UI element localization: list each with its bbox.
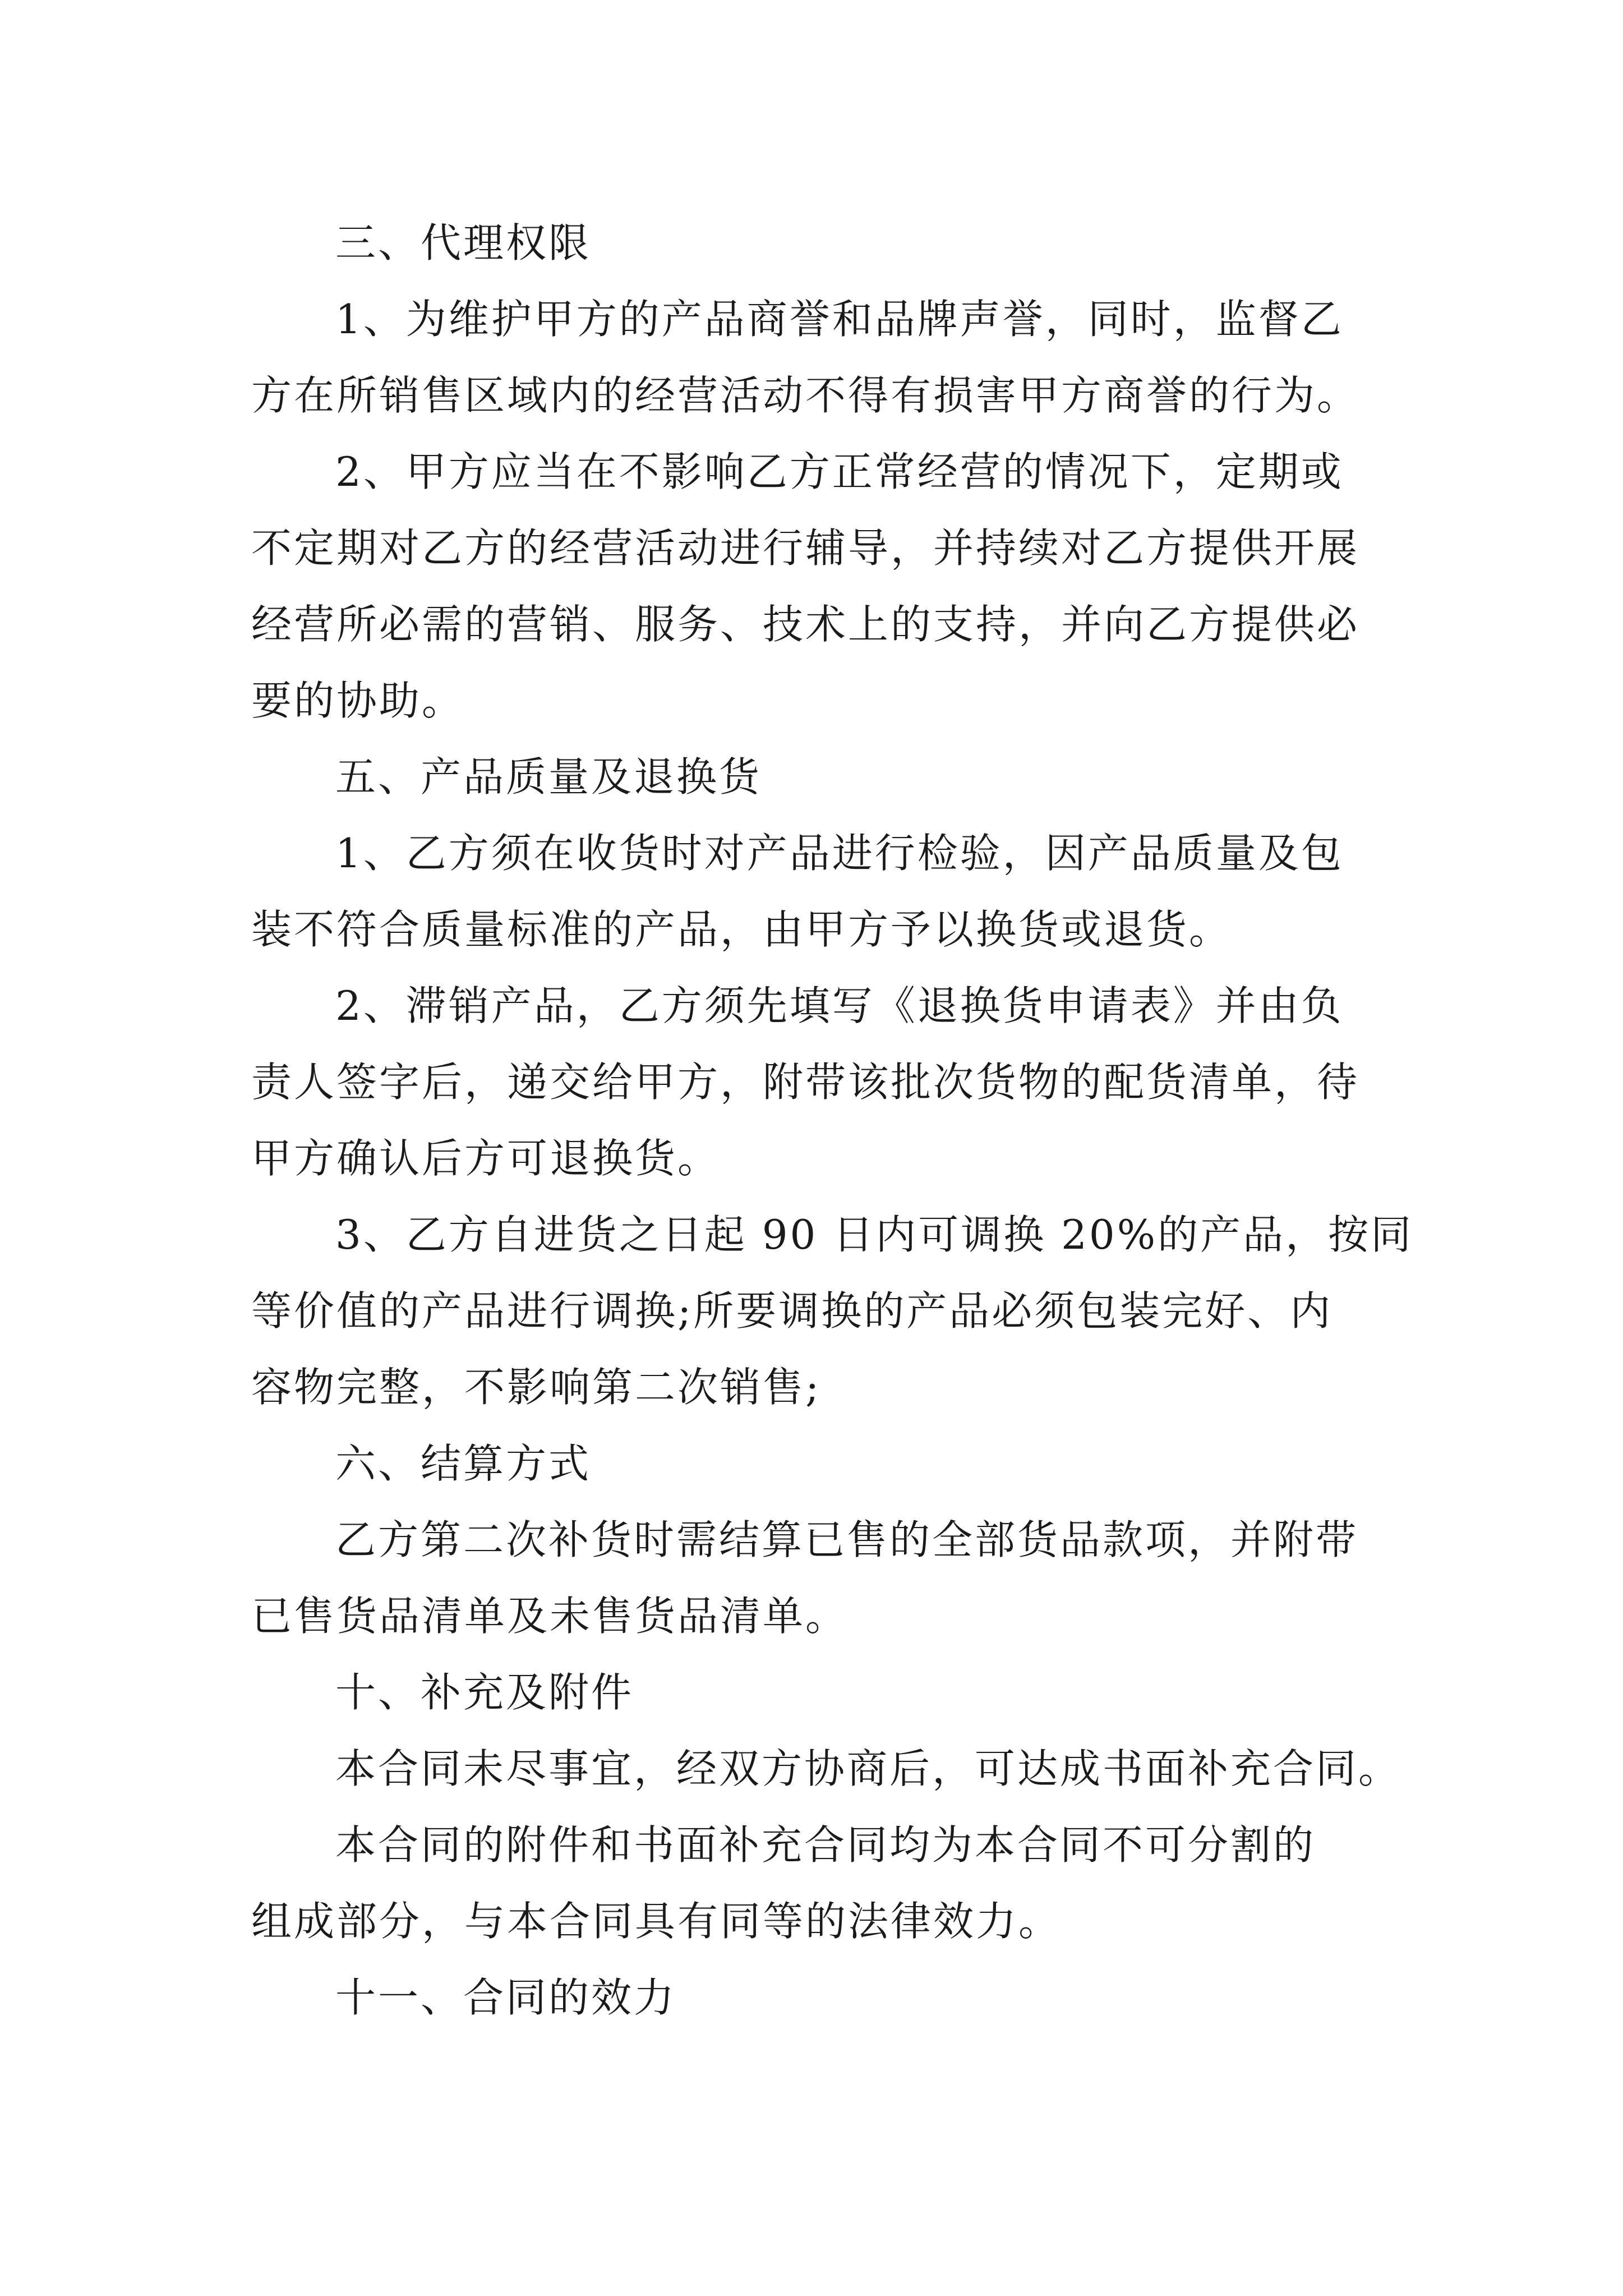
paragraph-line: 本合同的附件和书面补充合同均为本合同不可分割的	[335, 1821, 1316, 1869]
paragraph-line: 已售货品清单及未售货品清单。	[251, 1593, 849, 1640]
paragraph-line: 乙方第二次补货时需结算已售的全部货品款项，并附带	[335, 1516, 1359, 1563]
paragraph-line: 甲方确认后方可退换货。	[251, 1135, 721, 1182]
paragraph-line: 容物完整，不影响第二次销售;	[251, 1364, 822, 1411]
paragraph-line: 责人签字后，递交给甲方，附带该批次货物的配货清单，待	[251, 1059, 1360, 1106]
section-heading-contract-validity: 十一、合同的效力	[335, 1974, 677, 2021]
paragraph-line: 1、为维护甲方的产品商誉和品牌声誉，同时，监督乙	[335, 296, 1344, 343]
paragraph-line: 经营所必需的营销、服务、技术上的支持，并向乙方提供必	[251, 601, 1360, 648]
paragraph-line: 等价值的产品进行调换;所要调换的产品必须包装完好、内	[251, 1287, 1333, 1335]
paragraph-line: 不定期对乙方的经营活动进行辅导，并持续对乙方提供开展	[251, 524, 1360, 572]
paragraph-line: 1、乙方须在收货时对产品进行检验，因产品质量及包	[335, 830, 1344, 877]
section-heading-quality-returns: 五、产品质量及退换货	[335, 753, 762, 800]
paragraph-line: 本合同未尽事宜，经双方协商后，可达成书面补充合同。	[335, 1745, 1401, 1792]
section-heading-agency-authority: 三、代理权限	[335, 219, 592, 266]
paragraph-line: 装不符合质量标准的产品，由甲方予以换货或退货。	[251, 906, 1232, 953]
paragraph-line: 方在所销售区域内的经营活动不得有损害甲方商誉的行为。	[251, 372, 1360, 419]
section-heading-settlement: 六、结算方式	[335, 1440, 592, 1487]
paragraph-line: 2、滞销产品，乙方须先填写《退换货申请表》并由负	[335, 982, 1344, 1029]
paragraph-line: 2、甲方应当在不影响乙方正常经营的情况下，定期或	[335, 448, 1344, 495]
paragraph-line: 3、乙方自进货之日起 90 日内可调换 20%的产品，按同	[335, 1211, 1414, 1258]
section-heading-supplements: 十、补充及附件	[335, 1669, 634, 1716]
paragraph-line: 组成部分，与本合同具有同等的法律效力。	[251, 1898, 1062, 1945]
paragraph-line: 要的协助。	[251, 677, 465, 724]
